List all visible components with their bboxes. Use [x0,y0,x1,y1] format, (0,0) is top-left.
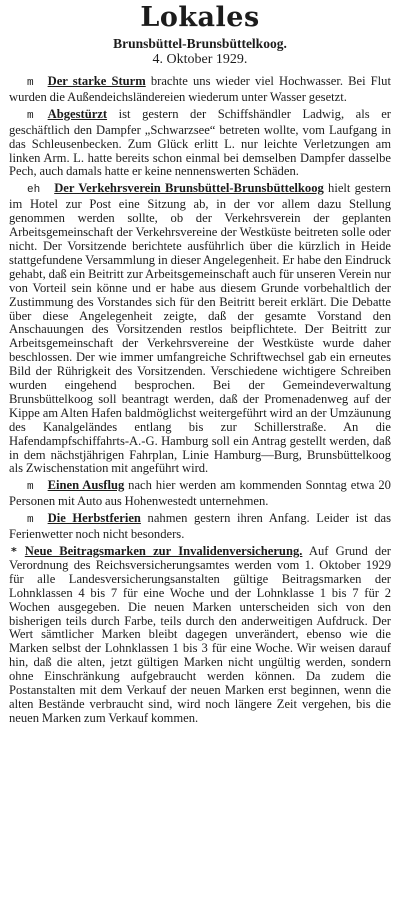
article-headline: Der starke Sturm [47,74,146,88]
article-body: brachte uns wieder viel Hochwasser. Bei Flut wurden die Außendeichsländereien wiederum unter Wasser gesetzt. [9,74,391,104]
article-beitragsmarken [9,545,391,726]
article-marker: m [27,77,34,89]
article-abgestuerzt [9,108,391,180]
location-heading: Brunsbüttel-Brunsbüttelkoog. [113,36,287,51]
article-headline: Einen Ausflug [47,478,125,493]
article-marker: * [11,545,17,558]
article-headline: Abgestürzt [47,106,108,121]
article-marker: m [27,109,34,122]
article-ausflug [9,479,391,509]
article-headline: Neue Beitragsmarken zur Invalidenversicherung. [24,544,303,558]
article-marker: eh [27,184,41,197]
article-sturm [9,75,391,105]
article-body: Auf Grund der Verordnung des Reichsversicherungsamtes werden vom 1. Oktober 1929 für alle Landesversicherungsanstalten gültige Beitragsmarken der Lohnklassen 4 bis 7 für eine Woche und der Lohnklasse 1 bis 7 für 2 Wochen ausgegeben. Die neuen Marken unterscheiden sich von den bisherigen teils durch Farbe, teils durch den anderweitigen Aufdruck. Der Wert sämtlicher Marken bleibt dagegen unverändert, ebenso wie die Marken selbst der Lohnklassen 1 bis 3 für eine Woche. Wir weisen darauf hin, daß die alten, jetzt gültigen Marken nicht ungültig werden, sondern ohne Einschränkung aufgebraucht werden können. Da zudem die Postanstalten mit dem Verkauf der neuen Marken erst beginnen, wenn die alten Bestände verbraucht sind, wird noch längere Zeit vergehen, bis die neuen Marken zum Verkauf kommen. [9,544,392,725]
section-title: Lokales [140,2,260,33]
article-body: hielt gestern im Hotel zur Post eine Sitzung ab, in der vor allem dazu Stellung genommen werden sollte, ob der Verkehrsverein der geplanten Arbeitsgemeinschaft der Verkehrsvereine der Westküste beitreten solle oder nicht. Der Vorsitzende berichtete ausführlich über die kürzlich in Heide stattgefundene Versammlung in dieser Angelegenheit. Er habe den Eindruck gehabt, daß ein Beitritt zur Arbeitsgemeinschaft auch für unseren Verein nur von Vorteil sein könne und er habe aus diesem Grunde vorbehaltlich der Zustimmung des Vorstandes sich für den Beitritt bereit erklärt. Die Debatte über diese Angelegenheit zeigte, daß der gesamte Vorstand den Anschauungen des Vorsitzenden restlos beipflichtete. Der Beitritt zur Arbeitsgemeinschaft der Verkehrsvereine der Westküste wurde daher beschlossen. Der wie immer umfangreiche Schriftwechsel gab ein erneutes Bild der Rührigkeit des Vorsitzenden. Verschiedene wichtigere Schreiben wurden eingehend besprochen. Bei der Gemeindeverwaltung Brunsbüttelkoog soll beantragt werden, daß der Promenadenweg auf der Kippe am Alten Hafen baldmöglichst weitergeführt wird an der Umzäunung des Kanalgeländes entlang bis zur Schillerstraße. An die Hafendampfschiffahrts-A.-G. Hamburg soll ein Antrag gestellt werden, daß in dem nächstjährigen Fahrplan, Linie Hamburg—Burg, Brunsbüttelkoog als Zwischenstation mit angeführt wird. [9,181,391,476]
article-headline: Die Herbstferien [47,511,141,526]
article-body: nahmen gestern ihren Anfang. Leider ist das Ferienwetter noch nicht besonders. [9,511,391,542]
article-body: nach hier werden am kommenden Sonntag etwa 20 Personen mit Auto aus Hohenwestedt unternehmen. [9,478,391,509]
article-marker: m [27,514,34,527]
issue-date: 4. Oktober 1929. [152,52,248,67]
article-body: ist gestern der Schiffshändler Ladwig, als er geschäftlich den Dampfer „Schwarzsee“ betreten wollte, vom Laufgang in das Schleusenbecken. Zum Glück erlitt L. nur leichte Verletzungen am linken Arm. L. hatte bereits schon einmal bei demselben Dampfer dasselbe Pech, auch damals hatte er keine nennenswerten Schäden. [9,106,391,179]
article-verkehrsverein [9,182,391,476]
article-herbstferien [9,512,391,542]
article-marker: m [27,481,34,494]
article-headline: Der Verkehrsverein Brunsbüttel-Brunsbüttelkoog [54,181,324,196]
